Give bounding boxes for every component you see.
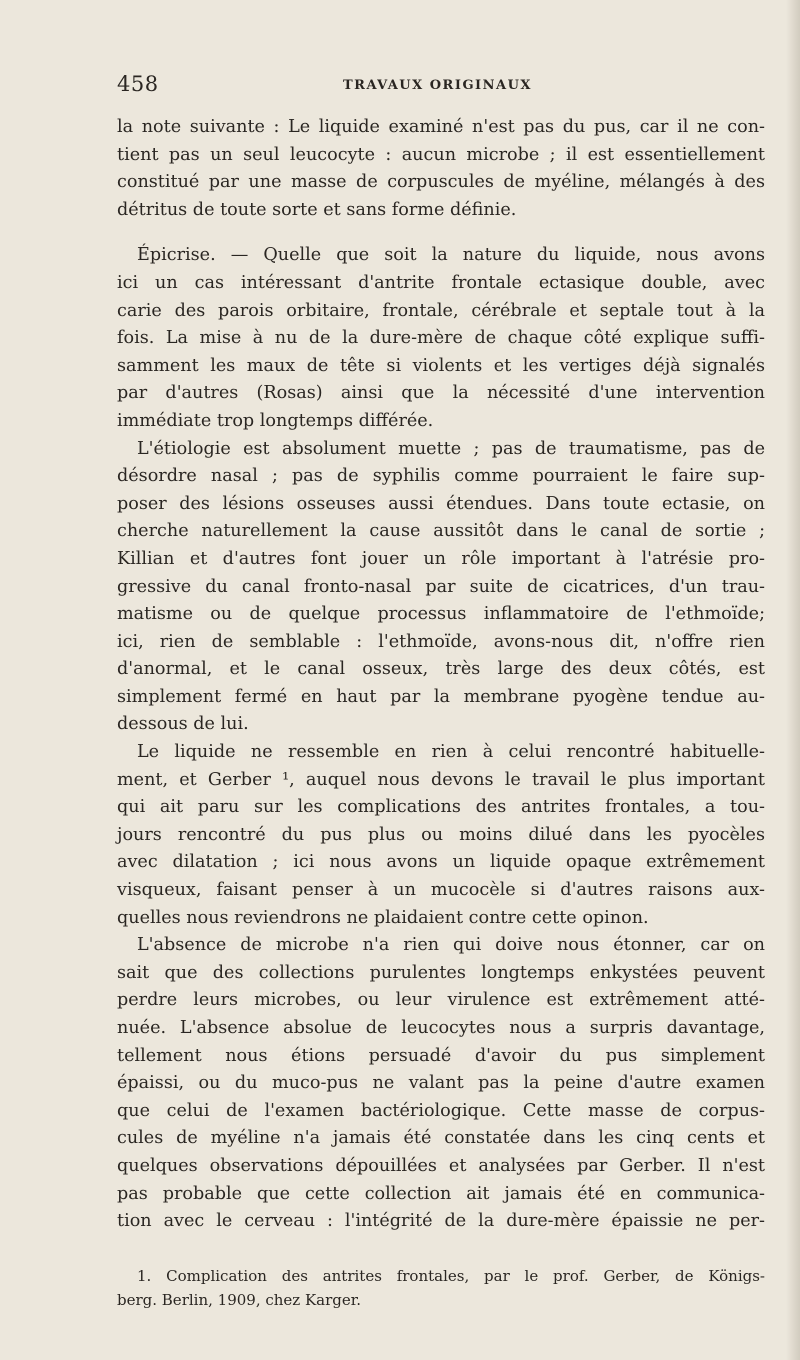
text-line: Killian et d'autres font jouer un rôle important à l'atrésie pro- [117, 548, 765, 569]
text-line: par d'autres (Rosas) ainsi que la nécessité d'une intervention [117, 383, 765, 404]
text-line: carie des parois orbitaire, frontale, cérébrale et septale tout à la [117, 300, 765, 321]
text-line: Épicrise. — Quelle que soit la nature du liquide, nous avons [137, 245, 765, 266]
text-line: tient pas un seul leucocyte : aucun microbe ; il est essentiellement [117, 144, 765, 165]
text-line: la note suivante : Le liquide examiné n'est pas du pus, car il ne con- [117, 117, 765, 137]
text-line: épaissi, ou du muco-pus ne valant pas la peine d'autre examen [117, 1073, 765, 1094]
text-line: ici un cas intéressant d'antrite frontale ectasique double, avec [117, 272, 765, 293]
text-line: quelles nous reviendrons ne plaidaient contre cette opinon. [117, 907, 649, 928]
text-line: L'absence de microbe n'a rien qui doive nous étonner, car on [137, 935, 765, 956]
text-line: immédiate trop longtemps différée. [117, 410, 434, 431]
text-line: tion avec le cerveau : l'intégrité de la dure-mère épaissie ne per- [117, 1211, 765, 1232]
page-edge-shadow [786, 0, 800, 1360]
text-line: ment, et Gerber ¹, auquel nous devons le travail le plus important [117, 769, 765, 790]
text-line: désordre nasal ; pas de syphilis comme pourraient le faire sup- [117, 466, 765, 487]
text-line: sait que des collections purulentes longtemps enkystées peuvent [117, 962, 765, 983]
text-line: poser des lésions osseuses aussi étendues. Dans toute ectasie, on [117, 493, 765, 514]
footnote-line: berg. Berlin, 1909, chez Karger. [117, 1291, 362, 1309]
text-line: Le liquide ne ressemble en rien à celui rencontré habituelle- [137, 742, 765, 763]
header-title: TRAVAUX ORIGINAUX [343, 78, 533, 93]
text-line: ici, rien de semblable : l'ethmoïde, avons-nous dit, n'offre rien [117, 631, 765, 652]
text-line: dessous de lui. [117, 714, 249, 735]
text-line: qui ait paru sur les complications des antrites frontales, a tou- [117, 797, 765, 818]
text-line: quelques observations dépouillées et analysées par Gerber. Il n'est [117, 1155, 765, 1176]
text-line: tellement nous étions persuadé d'avoir du pus simplement [117, 1045, 765, 1066]
text-line: constitué par une masse de corpuscules de myéline, mélangés à des [117, 172, 765, 193]
text-line: gressive du canal fronto-nasal par suite de cicatrices, d'un trau- [117, 576, 765, 597]
text-line: jours rencontré du pus plus ou moins dilué dans les pyocèles [117, 824, 765, 845]
paragraph-gap [117, 224, 765, 242]
text-line: que celui de l'examen bactériologique. Cette masse de corpus- [117, 1100, 765, 1121]
text-line: avec dilatation ; ici nous avons un liquide opaque extrêmement [117, 852, 765, 873]
text-line: d'anormal, et le canal osseux, très large des deux côtés, est [117, 659, 765, 680]
text-line: samment les maux de tête si violents et les vertiges déjà signalés [117, 355, 765, 376]
text-line: L'étiologie est absolument muette ; pas de traumatisme, pas de [137, 438, 765, 459]
text-line: cules de myéline n'a jamais été constatée dans les cinq cents et [117, 1128, 765, 1149]
page-number: 458 [117, 72, 159, 96]
running-head [117, 72, 765, 106]
text-line: pas probable que cette collection ait jamais été en communica- [117, 1183, 765, 1204]
text-line: nuée. L'absence absolue de leucocytes nous a surpris davantage, [117, 1018, 765, 1038]
footnote-line: 1. Complication des antrites frontales, par le prof. Gerber, de Königs- [137, 1267, 765, 1285]
text-line: matisme ou de quelque processus inflammatoire de l'ethmoïde; [117, 604, 765, 625]
text-line: visqueux, faisant penser à un mucocèle si d'autres raisons aux- [117, 880, 765, 901]
text-line: fois. La mise à nu de la dure-mère de chaque côté explique suffi- [117, 328, 765, 349]
text-line: cherche naturellement la cause aussitôt dans le canal de sortie ; [117, 521, 765, 542]
body-text [117, 114, 765, 1236]
text-line: simplement fermé en haut par la membrane pyogène tendue au- [117, 686, 765, 707]
footnote [117, 1264, 765, 1312]
text-line: perdre leurs microbes, ou leur virulence est extrêmement atté- [117, 990, 765, 1011]
text-line: détritus de toute sorte et sans forme définie. [117, 199, 517, 220]
